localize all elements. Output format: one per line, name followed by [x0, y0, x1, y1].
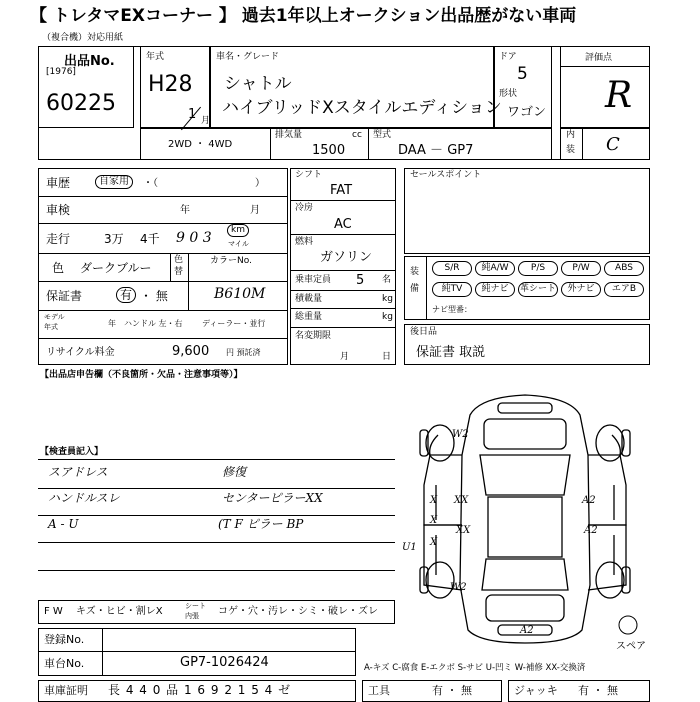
registration-label: 登録No.	[44, 633, 85, 646]
row-line	[290, 270, 396, 271]
doors-value: 5	[517, 64, 528, 84]
fw-seat-1: シート	[185, 602, 206, 610]
lot-small-number: [1976]	[46, 67, 76, 77]
interior-label-2: 装	[566, 145, 576, 155]
after-items-label: 後日品	[410, 327, 438, 337]
model-label: 車名・グレード	[216, 52, 280, 62]
inspector-heading: 【検査員記入】	[40, 447, 104, 457]
jack-label: ジャッキ	[514, 684, 558, 697]
recycle-unit: 円 預託済	[226, 348, 261, 357]
row-line	[290, 234, 396, 235]
equipment-item-a-3: P/W	[561, 261, 601, 276]
shift-label: シフト	[295, 170, 323, 180]
damage-mark: X	[430, 495, 438, 506]
score-value: R	[605, 75, 633, 116]
name-change-label: 名変期限	[295, 331, 332, 341]
inspection-month: 月	[250, 205, 260, 216]
drive-value: 2WD ・ 4WD	[168, 139, 233, 150]
jack-value: 有 ・ 無	[578, 684, 618, 697]
row-line	[38, 223, 288, 224]
fw-text-1: キズ・ヒビ・割レX	[76, 606, 163, 617]
equipment-item-b-3: 外ナビ	[561, 282, 601, 297]
mileage-unit2: マイル	[228, 240, 249, 248]
interior-divider	[582, 128, 583, 160]
warranty-yes: 有	[116, 287, 136, 303]
car-damage-diagram	[400, 385, 650, 650]
model-year-label-1: モデル	[44, 313, 65, 321]
warranty-label: 保証書	[46, 289, 83, 303]
history-rest: ・（	[143, 178, 158, 189]
load-unit: kg	[382, 294, 393, 304]
form-subheading: （複合機）対応用紙	[42, 33, 124, 43]
row-line	[38, 338, 288, 339]
equipment-item-b-1: 純ナビ	[475, 282, 515, 297]
lot-label: 出品No.	[64, 54, 115, 69]
color-value: ダークブルー	[80, 261, 152, 275]
name-change-day: 日	[382, 352, 392, 362]
chassis-value: GP7-1026424	[180, 655, 269, 670]
after-items-value: 保証書 取説	[416, 345, 486, 360]
tools-value: 有 ・ 無	[432, 684, 472, 697]
row-line	[290, 290, 396, 291]
year-era: H28	[148, 72, 193, 97]
inspector-left-3: A - U	[48, 517, 79, 531]
capacity-unit: 名	[382, 275, 392, 285]
equipment-item-a-1: 純A/W	[475, 261, 515, 276]
banner-title: 【 トレタマEXコーナー 】 過去1年以上オークション出品歴がない車両	[30, 6, 577, 26]
inspector-rule	[38, 459, 395, 460]
history-label: 車歴	[46, 176, 71, 190]
row-line	[38, 253, 288, 254]
equipment-label-1: 装	[410, 267, 420, 277]
damage-mark: A2	[582, 495, 596, 506]
model-name: シャトル	[224, 74, 292, 94]
interior-value: C	[606, 134, 620, 155]
damage-mark: W2	[452, 429, 469, 440]
registration-col	[102, 628, 103, 676]
color-label: 色	[52, 261, 65, 275]
total-weight-label: 総重量	[295, 312, 323, 322]
shift-value: FAT	[330, 183, 353, 198]
history-circled: 自家用	[95, 175, 133, 189]
name-change-month: 月	[340, 352, 350, 362]
inspector-right-1: 修復	[222, 465, 247, 479]
inspector-rule	[38, 488, 395, 489]
color-swap-1: 色	[174, 255, 184, 265]
row-line	[38, 281, 288, 282]
row-line	[38, 196, 288, 197]
mileage-digits: 9 0 3	[176, 230, 212, 246]
damage-mark: U1	[402, 542, 417, 553]
mileage-sen: 4千	[140, 232, 160, 246]
shape-value: ワゴン	[507, 105, 547, 120]
lot-number: 60225	[46, 91, 116, 116]
mileage-unit: km	[227, 224, 249, 237]
equipment-item-b-0: 純TV	[432, 282, 472, 297]
equipment-item-a-2: P/S	[518, 261, 558, 276]
score-label: 評価点	[585, 53, 613, 63]
equipment-item-a-0: S/R	[432, 261, 472, 276]
sales-point-box	[404, 168, 650, 254]
registration-divider	[38, 651, 356, 652]
inspector-left-2: ハンドルスレ	[48, 491, 120, 505]
equipment-item-b-4: エアB	[604, 282, 644, 297]
capacity-value: 5	[356, 273, 365, 288]
load-label: 積載量	[295, 294, 323, 304]
type-label: 型式	[373, 130, 392, 140]
inspection-year: 年	[180, 205, 190, 216]
damage-mark: XX	[454, 495, 469, 506]
inspector-rule	[38, 570, 395, 571]
chassis-label: 車台No.	[44, 657, 85, 670]
year-month-unit: 月	[201, 116, 211, 126]
row-line	[290, 327, 396, 328]
declaration-heading: 【出品店申告欄（不良箇所・欠品・注意事項等）】	[40, 370, 243, 380]
aircon-label: 冷房	[295, 203, 314, 213]
recycle-value: 9,600	[172, 344, 210, 359]
color-swap-2: 替	[174, 267, 184, 277]
aircon-value: AC	[334, 217, 352, 232]
damage-legend: A-キズ C-腐食 E-エクボ S-サビ U-凹ミ W-補修 XX-交換済	[364, 663, 586, 673]
displacement-label: 排気量	[275, 130, 303, 140]
row-line	[290, 200, 396, 201]
year-label: 年式	[146, 52, 165, 62]
row-line	[38, 310, 288, 311]
drive-divider	[270, 128, 271, 160]
info-left	[38, 168, 288, 365]
inspection-label: 車検	[46, 203, 71, 217]
year-month: 1	[188, 107, 197, 122]
fw-label: F W	[44, 606, 63, 617]
displacement-value: 1500	[312, 143, 346, 158]
score-divider	[560, 66, 650, 67]
warranty-rest: ・ 無	[140, 289, 168, 303]
model-grade: ハイブリッドXスタイルエディション	[222, 98, 502, 118]
dealer-text: ディーラー・並行	[202, 319, 266, 328]
damage-mark: A2	[520, 625, 534, 636]
damage-mark: W2	[450, 582, 467, 593]
sales-point-label: セールスポイント	[410, 170, 482, 180]
shape-label: 形状	[499, 89, 518, 99]
recycle-label: リサイクル料金	[46, 347, 115, 358]
type-value: DAA － GP7	[398, 143, 474, 158]
inspector-rule	[38, 542, 395, 543]
tools-label: 工具	[368, 684, 390, 697]
displacement-unit: cc	[352, 130, 362, 140]
fuel-label: 燃料	[295, 237, 314, 247]
navi-model-label: ナビ型番：	[432, 305, 472, 314]
cert-label: 車庫証明	[44, 684, 88, 697]
equipment-item-a-4: ABS	[604, 261, 644, 276]
mileage-label: 走行	[46, 232, 71, 246]
damage-mark: X	[430, 515, 438, 526]
equipment-label-2: 備	[410, 284, 420, 294]
damage-mark: A2	[584, 525, 598, 536]
row-line	[290, 308, 396, 309]
color-code: B610M	[214, 286, 266, 302]
equipment-item-b-2: 革シート	[518, 282, 558, 297]
inspector-right-2: センターピラーXX	[222, 491, 323, 505]
inspector-left-1: スアドレス	[48, 465, 108, 479]
doors-label: ドア	[499, 52, 517, 62]
interior-label-1: 内	[566, 130, 576, 140]
inspector-rule	[38, 515, 395, 516]
model-year-year: 年	[108, 319, 116, 328]
color-code-label: カラーNo.	[210, 256, 252, 266]
handle-text: ハンドル 左・右	[124, 319, 183, 328]
spare-label: スペア	[616, 641, 646, 652]
color-divider	[170, 253, 171, 281]
fw-seat-2: 内張	[185, 612, 199, 620]
fuel-value: ガソリン	[320, 250, 373, 265]
history-close: ）	[255, 178, 265, 189]
mileage-man: 3万	[104, 232, 124, 246]
type-divider	[368, 128, 369, 160]
damage-mark: XX	[456, 525, 471, 536]
cert-code: 長 4 4 0 品 1 6 9 2 1 5 4 ゼ	[108, 683, 292, 697]
inspector-right-3: (T F ピラー BP	[218, 517, 304, 531]
total-weight-unit: kg	[382, 312, 393, 322]
damage-mark: X	[430, 537, 438, 548]
color-divider-2	[188, 253, 189, 310]
equipment-divider	[426, 256, 427, 320]
fw-text-2: コゲ・穴・汚レ・シミ・破レ・ズレ	[218, 606, 378, 617]
capacity-label: 乗車定員	[295, 275, 332, 285]
model-year-label-2: 年式	[44, 323, 58, 331]
